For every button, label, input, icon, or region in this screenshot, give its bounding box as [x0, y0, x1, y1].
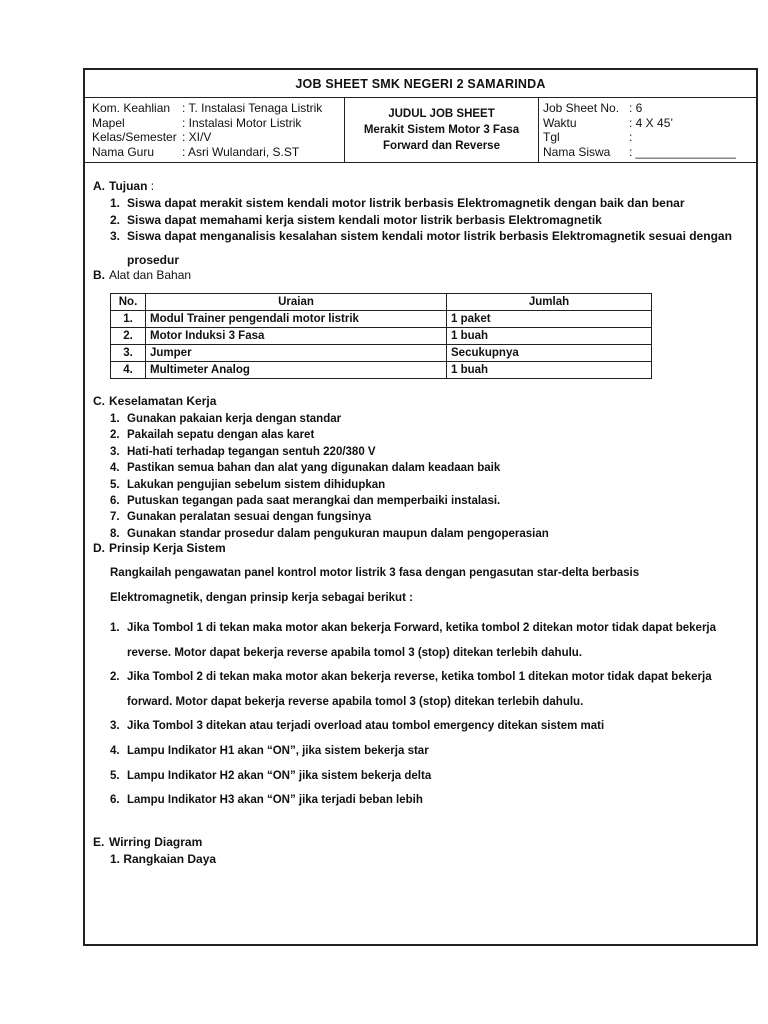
list-item: 3. Hati-hati terhadap tegangan sentuh 220/380 V	[110, 445, 376, 458]
list-item: 8. Gunakan standar prosedur dalam pengukuran maupun dalam pengoperasian	[110, 527, 549, 540]
list-item: 6. Putuskan tegangan pada saat merangkai dan memperbaiki instalasi.	[110, 495, 501, 508]
sheet-title: JOB SHEET SMK NEGERI 2 SAMARINDA	[85, 70, 756, 98]
kv-key: Nama Guru	[92, 144, 155, 159]
section-letter: A.	[93, 179, 105, 193]
kv-value: :	[629, 130, 633, 144]
job-sheet	[83, 68, 758, 946]
section-title: Wirring Diagram	[109, 835, 203, 849]
kv-key: Waktu	[543, 115, 577, 130]
kv-row	[92, 116, 344, 131]
keselamatan-list	[110, 411, 549, 542]
list-item: 5. Lakukan pengujian sebelum sistem dihidupkan	[110, 478, 386, 491]
judul-line-2: Forward dan Reverse	[383, 140, 500, 152]
list-item: 6. Lampu Indikator H3 akan “ON” jika terjadi beban lebih	[110, 794, 423, 807]
list-item: 5. Lampu Indikator H2 akan “ON” jika sistem bekerja delta	[110, 769, 432, 782]
list-item: 1. Siswa dapat merakit sistem kendali motor listrik berbasis Elektromagnetik dengan baik dan benar	[110, 196, 685, 210]
col-jumlah: Jumlah	[447, 294, 652, 311]
list-item-continuation: prosedur	[127, 252, 180, 267]
table-row: 1. Modul Trainer pengendali motor listrik 1 paket	[111, 311, 652, 328]
tools-table	[110, 293, 652, 379]
kv-row	[543, 145, 756, 160]
list-item: 3. Siswa dapat menganalisis kesalahan sistem kendali motor listrik berbasis Elektromagnetik sesuai dengan	[110, 229, 732, 243]
list-item-continuation: reverse. Motor dapat bekerja reverse apabila tomol 3 (stop) ditekan terlebih dahulu.	[127, 646, 583, 659]
list-item-continuation: forward. Motor dapat bekerja reverse apabila tomol 3 (stop) ditekan terlebih dahulu.	[127, 695, 584, 708]
section-letter: D.	[93, 541, 105, 555]
rangkaian-daya-label: 1. Rangkaian Daya	[110, 852, 217, 866]
list-item: 1. Jika Tombol 1 di tekan maka motor akan bekerja Forward, ketika tombol 2 ditekan motor tidak dapat bekerja	[110, 622, 717, 634]
kv-value: : 4 X 45’	[629, 115, 674, 130]
judul-label: JUDUL JOB SHEET	[388, 108, 495, 120]
col-uraian: Uraian	[146, 294, 447, 311]
kv-key: Nama Siswa	[543, 144, 611, 159]
table-row: 3. Jumper Secukupnya	[111, 345, 652, 362]
kv-row	[543, 130, 756, 145]
kv-value: : 6	[629, 101, 643, 115]
kv-key: Job Sheet No.	[543, 101, 620, 115]
kv-row	[543, 116, 756, 131]
section-c-heading	[93, 394, 216, 408]
section-title: Keselamatan Kerja	[109, 394, 217, 408]
kv-row	[92, 130, 344, 145]
list-item: 7. Gunakan peralatan sesuai dengan fungsinya	[110, 511, 372, 524]
kv-value: : _______________	[629, 144, 736, 159]
section-e-heading	[93, 835, 202, 849]
header-left	[85, 98, 345, 162]
section-letter: C.	[93, 394, 105, 408]
table-header-row	[111, 294, 652, 311]
kv-value: : Asri Wulandari, S.ST	[182, 144, 300, 159]
section-d-heading	[93, 541, 226, 555]
kv-key: Kom. Keahlian	[92, 101, 171, 115]
header-right	[539, 98, 756, 162]
kv-value: : T. Instalasi Tenaga Listrik	[182, 101, 323, 115]
kv-value: : Instalasi Motor Listrik	[182, 115, 302, 130]
list-item: 4. Lampu Indikator H1 akan “ON”, jika sistem bekerja star	[110, 744, 429, 757]
judul-line-1: Merakit Sistem Motor 3 Fasa	[363, 124, 520, 136]
section-letter: B.	[93, 268, 105, 282]
list-item: 2. Pakailah sepatu dengan alas karet	[110, 429, 315, 442]
section-letter: E.	[93, 835, 105, 849]
kv-value: : XI/V	[182, 130, 212, 144]
list-item: 1. Gunakan pakaian kerja dengan standar	[110, 413, 342, 425]
section-title: Alat dan Bahan	[109, 268, 192, 282]
header-title-block	[345, 98, 539, 162]
kv-row	[92, 145, 344, 160]
prinsip-list	[110, 616, 716, 813]
kv-row	[543, 101, 756, 116]
table-row: 4. Multimeter Analog 1 buah	[111, 362, 652, 379]
prinsip-intro-2: Elektromagnetik, dengan prinsip kerja sebagai berikut :	[110, 592, 413, 604]
section-title: Tujuan	[109, 179, 148, 193]
section-title: Prinsip Kerja Sistem	[109, 541, 226, 555]
section-suffix: :	[147, 179, 155, 193]
kv-key: Tgl	[543, 130, 560, 144]
kv-key: Mapel	[92, 115, 125, 130]
prinsip-intro-1: Rangkailah pengawatan panel kontrol motor listrik 3 fasa dengan pengasutan star-delta berbasis	[110, 567, 640, 579]
col-no: No.	[111, 294, 146, 311]
section-b-heading	[93, 268, 191, 282]
kv-row	[92, 101, 344, 116]
list-item: 4. Pastikan semua bahan dan alat yang digunakan dalam keadaan baik	[110, 462, 501, 475]
tujuan-list	[110, 195, 732, 268]
table-row: 2. Motor Induksi 3 Fasa 1 buah	[111, 328, 652, 345]
list-item: 3. Jika Tombol 3 ditekan atau terjadi overload atau tombol emergency ditekan sistem mati	[110, 720, 605, 733]
section-a-heading	[93, 179, 154, 193]
header-block	[85, 98, 756, 163]
list-item: 2. Siswa dapat memahami kerja sistem kendali motor listrik berbasis Elektromagnetik	[110, 212, 602, 227]
kv-key: Kelas/Semester	[92, 130, 177, 144]
list-item: 2. Jika Tombol 2 di tekan maka motor akan bekerja reverse, ketika tombol 1 ditekan motor tidak dapat bekerja	[110, 671, 712, 684]
